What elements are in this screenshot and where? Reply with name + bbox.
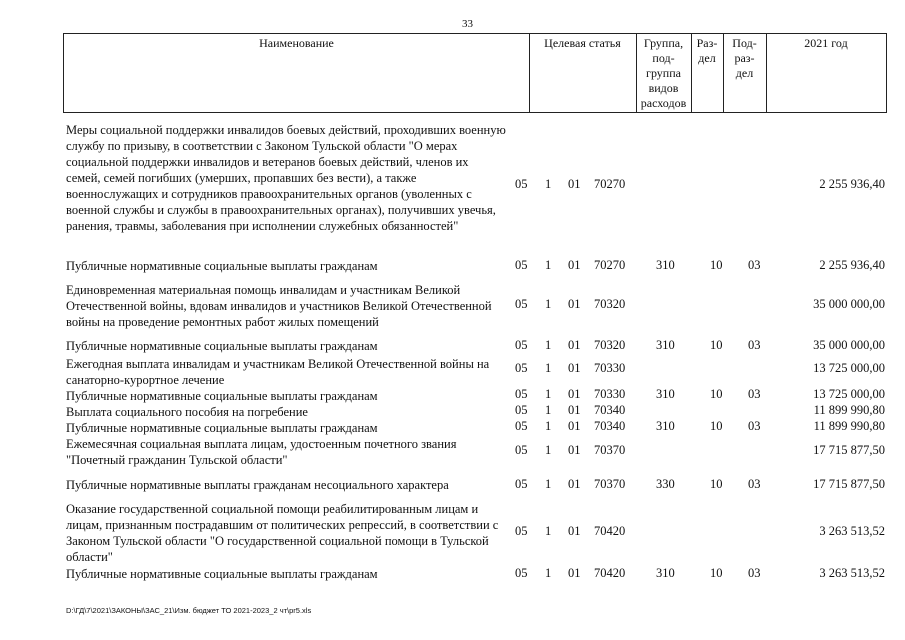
row-c3: 01 [568,524,581,538]
row-amount: 17 715 877,50 [813,443,885,457]
row-name: Публичные нормативные социальные выплаты гражданам [66,421,378,435]
row-subsection: 03 [748,566,761,580]
row-amount: 13 725 000,00 [813,361,885,375]
row-c1: 05 [515,419,528,433]
row-name: Ежемесячная социальная выплата лицам, удостоенным почетного звания "Почетный гражданин Тульской области" [66,437,457,467]
row-c3: 01 [568,338,581,352]
row-c2: 1 [545,387,552,401]
row-amount: 35 000 000,00 [813,297,885,311]
row-c1: 05 [515,177,528,191]
row-c4: 70320 [594,338,626,352]
row-c4: 70420 [594,524,626,538]
row-amount: 3 263 513,52 [819,566,885,580]
row-c3: 01 [568,297,581,311]
row-c2: 1 [545,566,552,580]
row-name: Публичные нормативные социальные выплаты гражданам [66,567,378,581]
row-c4: 70320 [594,297,626,311]
header-subsection: Под- раз- дел [732,36,757,80]
row-section: 10 [710,419,723,433]
row-c1: 05 [515,443,528,457]
row-name: Публичные нормативные социальные выплаты гражданам [66,259,378,273]
row-c1: 05 [515,566,528,580]
table-header [63,33,887,113]
row-c4: 70370 [594,477,626,491]
row-c3: 01 [568,387,581,401]
row-c3: 01 [568,177,581,191]
row-c3: 01 [568,443,581,457]
row-amount: 13 725 000,00 [813,387,885,401]
row-c4: 70270 [594,177,626,191]
row-section: 10 [710,387,723,401]
row-c3: 01 [568,477,581,491]
row-c1: 05 [515,477,528,491]
row-c2: 1 [545,419,552,433]
header-group: Группа, под- группа видов расходов [640,36,687,110]
row-amount: 2 255 936,40 [819,177,885,191]
row-group: 310 [656,338,675,352]
row-c4: 70330 [594,361,626,375]
row-name: Меры социальной поддержки инвалидов боевых действий, проходивших военную службу по призыву, в соответствии с Законом Тульской области "О мерах социальной поддержки инвалидов и ветеранов боевых действий, членов их семей, семей погибших (умерших, пропавших без вести), а также военнослужащих и сотрудников правоохранительных органов (уволенных с военной службы и службы в правоохранительных органах), получивших увечья, ранения, травмы, заболевания при исполнении служебных обязанностей" [66,123,506,233]
row-c1: 05 [515,258,528,272]
row-c4: 70330 [594,387,626,401]
row-c1: 05 [515,387,528,401]
row-c2: 1 [545,361,552,375]
row-section: 10 [710,566,723,580]
row-section: 10 [710,338,723,352]
row-c2: 1 [545,297,552,311]
row-subsection: 03 [748,387,761,401]
row-name: Выплата социального пособия на погребение [66,405,308,419]
row-c3: 01 [568,403,581,417]
row-group: 310 [656,387,675,401]
row-name: Ежегодная выплата инвалидам и участникам Великой Отечественной войны на санаторно-курортное лечение [66,357,490,387]
row-subsection: 03 [748,419,761,433]
row-c4: 70340 [594,419,626,433]
row-c2: 1 [545,258,552,272]
page-number: 33 [462,18,473,30]
row-c1: 05 [515,403,528,417]
row-amount: 11 899 990,80 [813,403,885,417]
row-c3: 01 [568,361,581,375]
header-section: Раз- дел [696,36,718,65]
row-group: 310 [656,566,675,580]
row-amount: 11 899 990,80 [813,419,885,433]
row-c2: 1 [545,477,552,491]
row-c1: 05 [515,524,528,538]
row-name: Оказание государственной социальной помощи реабилитированным лицам и лицам, признанным пострадавшим от политических репрессий, в соответствии с Законом Тульской области "О государственной социальной помощи в Тульской области" [66,502,499,564]
row-c2: 1 [545,403,552,417]
row-c2: 1 [545,338,552,352]
file-path-footer: D:\ГД\7\2021\ЗАКОНЫ\ЗАС_21\Изм. бюджет ТО 2021-2023_2 чт\pr5.xls [66,606,312,615]
header-name: Наименование [259,36,334,50]
row-c1: 05 [515,338,528,352]
row-c3: 01 [568,258,581,272]
row-name: Публичные нормативные выплаты гражданам несоциального характера [66,478,449,492]
row-c1: 05 [515,297,528,311]
row-c4: 70370 [594,443,626,457]
header-target: Целевая статья [544,36,621,50]
row-group: 330 [656,477,675,491]
row-c4: 70340 [594,403,626,417]
row-subsection: 03 [748,477,761,491]
row-subsection: 03 [748,258,761,272]
row-c1: 05 [515,361,528,375]
row-group: 310 [656,419,675,433]
row-c3: 01 [568,419,581,433]
row-group: 310 [656,258,675,272]
row-c2: 1 [545,177,552,191]
row-amount: 2 255 936,40 [819,258,885,272]
row-amount: 35 000 000,00 [813,338,885,352]
row-c3: 01 [568,566,581,580]
row-name: Публичные нормативные социальные выплаты гражданам [66,339,378,353]
row-name: Единовременная материальная помощь инвалидам и участникам Великой Отечественной войны, вдовам инвалидов и участников Великой Отечественной войны на проведение ремонтных работ жилых помещений [66,283,492,329]
row-section: 10 [710,258,723,272]
row-section: 10 [710,477,723,491]
row-subsection: 03 [748,338,761,352]
row-amount: 17 715 877,50 [813,477,885,491]
row-c2: 1 [545,524,552,538]
row-amount: 3 263 513,52 [819,524,885,538]
row-c2: 1 [545,443,552,457]
row-name: Публичные нормативные социальные выплаты гражданам [66,389,378,403]
row-c4: 70420 [594,566,626,580]
row-c4: 70270 [594,258,626,272]
header-year: 2021 год [804,36,848,50]
